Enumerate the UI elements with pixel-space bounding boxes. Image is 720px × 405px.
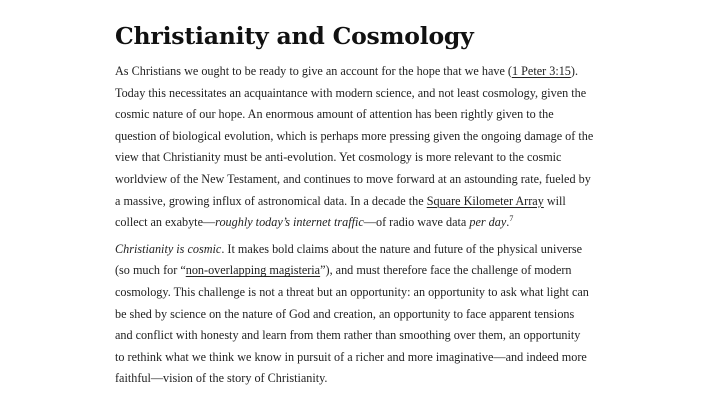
text-span: will (543, 193, 566, 208)
text-span: (so much for “ (115, 263, 186, 278)
text-span: collect an exabyte— (115, 215, 216, 230)
paragraph-1-line-3: cosmic nature of our hope. An enormous amount of attention has been rightly given to the (115, 107, 554, 122)
paragraph-2 (115, 239, 615, 390)
paragraph-1-line-5: view that Christianity must be anti-evolution. Yet cosmology is more relevant to the cosmic (115, 150, 562, 165)
paragraph-2-line-6: to rethink what we think we know in pursuit of a richer and more imaginative—and indeed more (115, 349, 587, 364)
text-span: —of radio wave data (363, 215, 470, 230)
non-overlapping-magisteria-link[interactable]: non-overlapping magisteria (185, 263, 321, 278)
article (115, 18, 615, 390)
paragraph-1-line-7 (115, 191, 615, 213)
square-kilometer-array-link[interactable]: Square Kilometer Array (426, 193, 544, 208)
article-title: Christianity and Cosmology (115, 22, 474, 50)
paragraph-2-line-7: faithful—vision of the story of Christianity. (115, 371, 328, 386)
paragraph-2-line-1 (115, 239, 615, 261)
paragraph-2-line-4: be shed by science on the nature of God and creation, an opportunity to face apparent tensions (115, 306, 575, 321)
text-span: a massive, growing influx of astronomical data. In a decade the (115, 193, 427, 208)
footnote-marker[interactable]: 7 (509, 214, 514, 224)
paragraph-1-line-6: worldview of the New Testament, and continues to move forward at an astounding rate, fueled by (115, 171, 591, 186)
paragraph-2-line-5: and conflict with honesty and learn from them rather than smoothing over them, an opportunity (115, 328, 581, 343)
text-span: . It makes bold claims about the nature and future of the physical universe (221, 241, 583, 256)
text-span: As Christians we ought to be ready to give an account for the hope that we have ( (115, 64, 512, 78)
paragraph-1-line-2: Today this necessitates an acquaintance with modern science, and not least cosmology, given the (115, 85, 587, 100)
bible-reference-link[interactable]: 1 Peter 3:15 (512, 64, 571, 78)
emphasis-text: per day (469, 215, 507, 230)
paragraph-1 (115, 61, 615, 234)
emphasis-text: Christianity is cosmic (115, 241, 222, 256)
paragraph-1-line-4: question of biological evolution, which is perhaps more pressing given the ongoing damage of the (115, 128, 594, 143)
paragraph-1-line-1 (115, 61, 615, 83)
text-span: . (506, 215, 510, 230)
paragraph-2-line-3: cosmology. This challenge is not a threat but an opportunity: an opportunity to ask what light can (115, 284, 589, 299)
paragraph-2-line-2 (115, 260, 615, 282)
text-span: ”), and must therefore face the challenge of modern (320, 263, 572, 278)
emphasis-text: roughly today’s internet traffic (215, 215, 364, 230)
paragraph-1-line-8 (115, 212, 615, 234)
text-span: ). (570, 64, 579, 78)
